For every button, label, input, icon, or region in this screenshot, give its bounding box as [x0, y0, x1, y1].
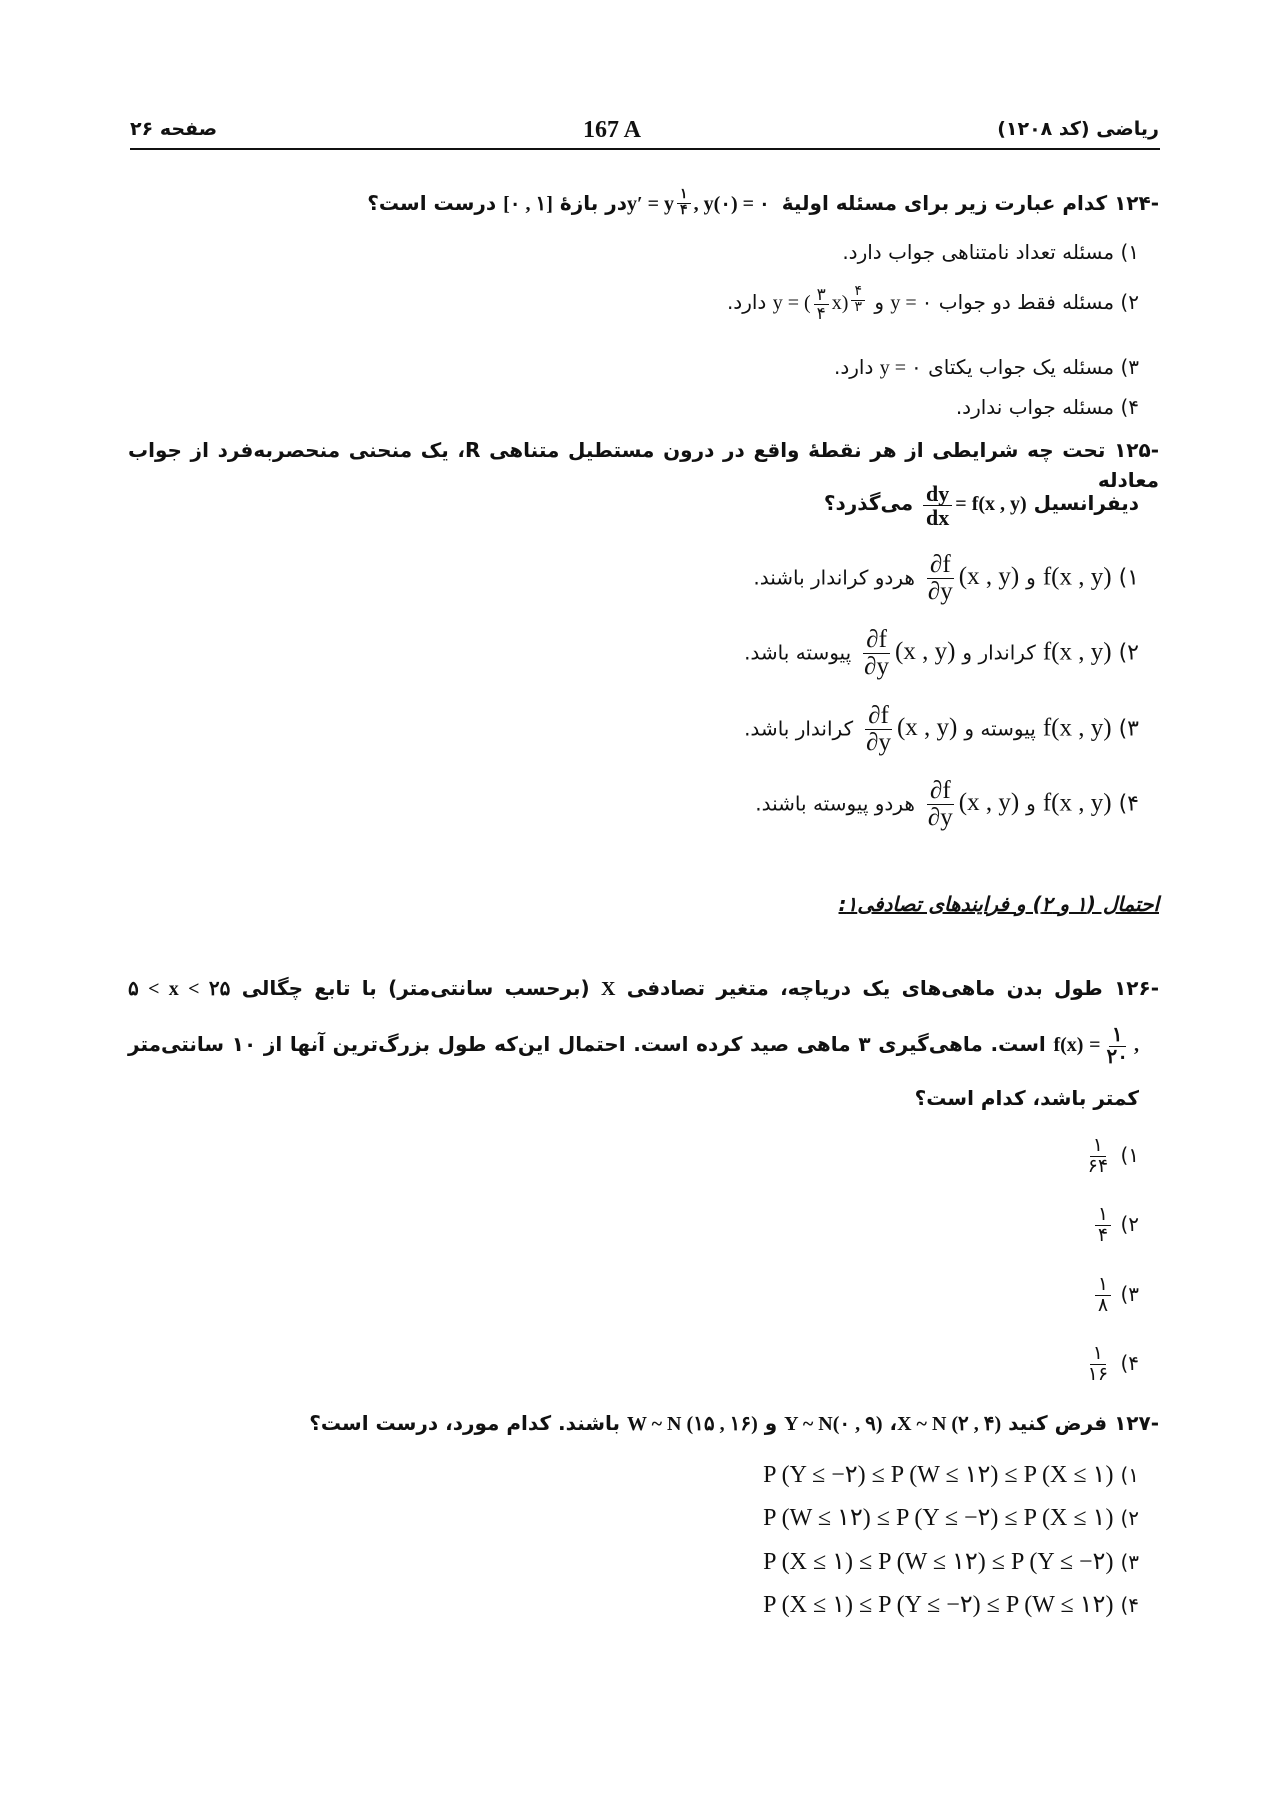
arguments: (x , y) [895, 638, 956, 666]
q125-option-1[interactable] [753, 552, 1139, 606]
numerator: ۳ [814, 286, 829, 305]
arguments: (x , y) [896, 714, 958, 742]
initial-value-problem [627, 187, 775, 218]
q127-option-3[interactable] [763, 1544, 1139, 1580]
coefficient-fraction [814, 286, 829, 323]
partial-derivative [860, 702, 958, 757]
denominator: ۲۰ [1106, 1046, 1128, 1068]
question-125-line-2 [824, 482, 1139, 529]
question-text: است. ماهی‌گیری ۳ ماهی صید کرده است. احتمال این‌که طول بزرگ‌ترین آنها از ۱۰ سانتی‌متر [128, 1032, 1046, 1057]
option-number: ۲) [1118, 640, 1139, 666]
solution-zero: y = ۰ [879, 357, 922, 379]
partial-fraction [925, 552, 956, 606]
q126-option-2[interactable] [1092, 1205, 1139, 1246]
numerator: ۴ [851, 285, 865, 301]
denominator: ۴ [1097, 1224, 1109, 1246]
random-variable: X [600, 978, 616, 1000]
option-text: ۱) مسئله تعداد نامتناهی جواب دارد. [842, 240, 1139, 264]
question-text: فرض کنید [1008, 1411, 1108, 1435]
booklet-code: 167 A [583, 117, 642, 143]
math-text: y = ( [772, 292, 811, 314]
denominator: ۴ [816, 303, 826, 323]
option-text: پیوسته و [964, 716, 1036, 741]
question-text: طول بدن ماهی‌های یک دریاچه، متغیر تصادفی [626, 976, 1103, 1000]
option-number: ۴) [1120, 1593, 1139, 1617]
q124-option-3[interactable] [834, 352, 1139, 383]
question-text: (برحسب سانتی‌متر) با تابع چگالی [241, 976, 590, 1000]
denominator: ∂y [927, 804, 953, 832]
q126-option-4[interactable] [1082, 1344, 1139, 1385]
numerator: ۱ [1090, 1136, 1106, 1157]
section-title: احتمال (۱ و ۲) و فرایندهای تصادفی۱: [838, 892, 1159, 916]
density-function [1053, 1024, 1139, 1068]
partial-derivative [922, 777, 1020, 832]
question-text: می‌گذرد؟ [823, 491, 914, 516]
density-lhs: f(x) = [1053, 1034, 1101, 1057]
option-fraction [1095, 1275, 1111, 1316]
q126-option-1[interactable] [1082, 1136, 1139, 1177]
derivative-fraction [923, 482, 952, 529]
denominator: ∂y [927, 578, 953, 606]
option-text: و [1026, 791, 1036, 816]
option-number: ۲) [1120, 1506, 1139, 1530]
distribution-y: Y ~ N(۰ , ۹) [784, 1413, 883, 1435]
question-number: -۱۲۵ [1114, 438, 1159, 462]
option-text: هردو کراندار باشند. [753, 565, 915, 590]
arguments: (x , y) [958, 789, 1020, 817]
option-number: ۲) [1120, 1211, 1139, 1236]
option-number: ۳) [1120, 1281, 1139, 1306]
numerator: ۱ [677, 188, 691, 204]
denominator: ۱۶ [1087, 1363, 1109, 1385]
subject-title: ریاضی (کد ۱۲۰۸) [997, 118, 1159, 140]
function-f: f(x , y) [1042, 563, 1112, 591]
arguments: (x , y) [958, 563, 1020, 591]
question-text: در بازهٔ [559, 191, 628, 215]
q124-option-1[interactable] [842, 237, 1139, 267]
option-text: ۲) مسئله فقط دو جواب [938, 290, 1139, 314]
solution-power [772, 284, 868, 323]
numerator: ∂f [863, 627, 890, 654]
option-number: ۳) [1120, 1550, 1139, 1574]
denominator: ۳ [854, 299, 862, 315]
solution-zero: y = ۰ [890, 292, 933, 314]
option-number: ۳) [1118, 716, 1139, 742]
function-f: f(x , y) [1042, 714, 1112, 742]
question-text: کمتر باشد، کدام است؟ [914, 1086, 1139, 1110]
comma: , [1134, 1034, 1139, 1057]
option-number: ۴) [1118, 791, 1139, 817]
question-text: تحت چه شرایطی از هر نقطهٔ واقع در درون مستطیل متناهی R، یک منحنی منحصربه‌فرد از جواب معادله [128, 438, 1159, 492]
option-fraction [1085, 1344, 1111, 1385]
denominator: dx [926, 505, 950, 531]
option-fraction [1085, 1136, 1111, 1177]
option-text: و [1026, 565, 1036, 590]
q127-option-4[interactable] [763, 1587, 1139, 1623]
numerator: ∂f [927, 778, 954, 805]
numerator: ۱ [1090, 1344, 1106, 1365]
question-text: درست است؟ [367, 191, 497, 215]
math-text: x) [831, 292, 849, 314]
initial-condition: , y(۰) = ۰ [693, 193, 770, 215]
numerator: ۱ [1109, 1025, 1126, 1047]
option-text: دارد. [726, 290, 767, 314]
q125-option-4[interactable] [755, 778, 1139, 832]
partial-fraction [925, 778, 956, 832]
distribution-x: X ~ N (۲ , ۴) [897, 1413, 1002, 1435]
partial-derivative [922, 551, 1020, 606]
question-126-line-2 [128, 1025, 1139, 1068]
q127-option-1[interactable] [763, 1457, 1139, 1493]
question-number: -۱۲۶ [1114, 976, 1160, 1000]
header-rule [130, 148, 1160, 150]
option-text: دارد. [834, 355, 874, 379]
q124-option-4[interactable] [956, 392, 1139, 422]
question-124 [367, 188, 1159, 219]
question-127 [309, 1408, 1159, 1439]
option-fraction [1095, 1205, 1111, 1246]
q126-option-3[interactable] [1092, 1275, 1139, 1316]
denominator: ۴ [680, 202, 688, 218]
probability-inequality: P (Y ≤ −۲) ≤ P (W ≤ ۱۲) ≤ P (X ≤ ۱) [763, 1462, 1114, 1488]
denominator: ۸ [1097, 1294, 1109, 1316]
function-f: f(x , y) [1042, 789, 1112, 817]
differential-equation [920, 481, 1027, 531]
question-number: -۱۲۷ [1114, 1411, 1159, 1435]
denominator: ∂y [866, 729, 891, 757]
ode-rhs: = f(x , y) [955, 493, 1027, 516]
option-number: ۴) [1120, 1350, 1139, 1375]
numerator: dy [923, 482, 952, 506]
option-text: و [874, 290, 885, 314]
denominator: ۶۴ [1087, 1155, 1109, 1177]
question-text: و [764, 1411, 778, 1435]
probability-inequality: P (W ≤ ۱۲) ≤ P (Y ≤ −۲) ≤ P (X ≤ ۱) [763, 1505, 1114, 1531]
partial-fraction [863, 703, 894, 757]
probability-inequality: P (X ≤ ۱) ≤ P (W ≤ ۱۲) ≤ P (Y ≤ −۲) [763, 1549, 1114, 1575]
option-text: ۳) مسئله یک جواب یکتای [928, 355, 1139, 379]
question-text: باشند. کدام مورد، درست است؟ [309, 1411, 621, 1435]
interval: [۰ , ۱] [503, 193, 553, 215]
denominator: ∂y [864, 653, 890, 681]
separator: ، [889, 1411, 898, 1435]
exponent-fraction [851, 285, 865, 315]
option-text: کراندار باشد. [744, 716, 854, 741]
option-text: هردو پیوسته باشند. [755, 791, 915, 816]
partial-derivative [858, 626, 956, 681]
distribution-w: W ~ N (۱۵ , ۱۶) [627, 1413, 758, 1435]
question-126 [128, 973, 1159, 1004]
q125-option-3[interactable] [744, 703, 1139, 757]
numerator: ∂f [927, 552, 954, 579]
question-number: -۱۲۴ [1114, 191, 1159, 215]
option-text: ۴) مسئله جواب ندارد. [955, 395, 1139, 419]
option-number: ۱) [1118, 565, 1139, 591]
function-f: f(x , y) [1042, 638, 1112, 666]
option-number: ۱) [1120, 1463, 1139, 1487]
q127-option-2[interactable] [763, 1500, 1139, 1536]
density-fraction [1104, 1025, 1131, 1068]
ode-lhs: y′ = y [627, 193, 675, 215]
numerator: ∂f [865, 703, 892, 730]
question-text: دیفرانسیل [1033, 491, 1139, 516]
option-number: ۱) [1120, 1142, 1139, 1167]
page-number: صفحه ۲۶ [130, 118, 218, 140]
numerator: ۱ [1095, 1275, 1111, 1296]
option-text: کراندار و [962, 640, 1036, 665]
numerator: ۱ [1095, 1205, 1111, 1226]
question-126-line-3 [915, 1083, 1139, 1113]
q125-option-2[interactable] [744, 627, 1139, 681]
question-text: کدام عبارت زیر برای مسئله اولیهٔ [781, 191, 1108, 215]
exponent-fraction [677, 188, 691, 218]
partial-fraction [861, 627, 892, 681]
probability-inequality: P (X ≤ ۱) ≤ P (Y ≤ −۲) ≤ P (W ≤ ۱۲) [763, 1592, 1114, 1618]
option-text: پیوسته باشد. [744, 640, 852, 665]
support-range: ۵ < x < ۲۵ [128, 978, 231, 1000]
q124-option-2[interactable] [727, 285, 1139, 323]
